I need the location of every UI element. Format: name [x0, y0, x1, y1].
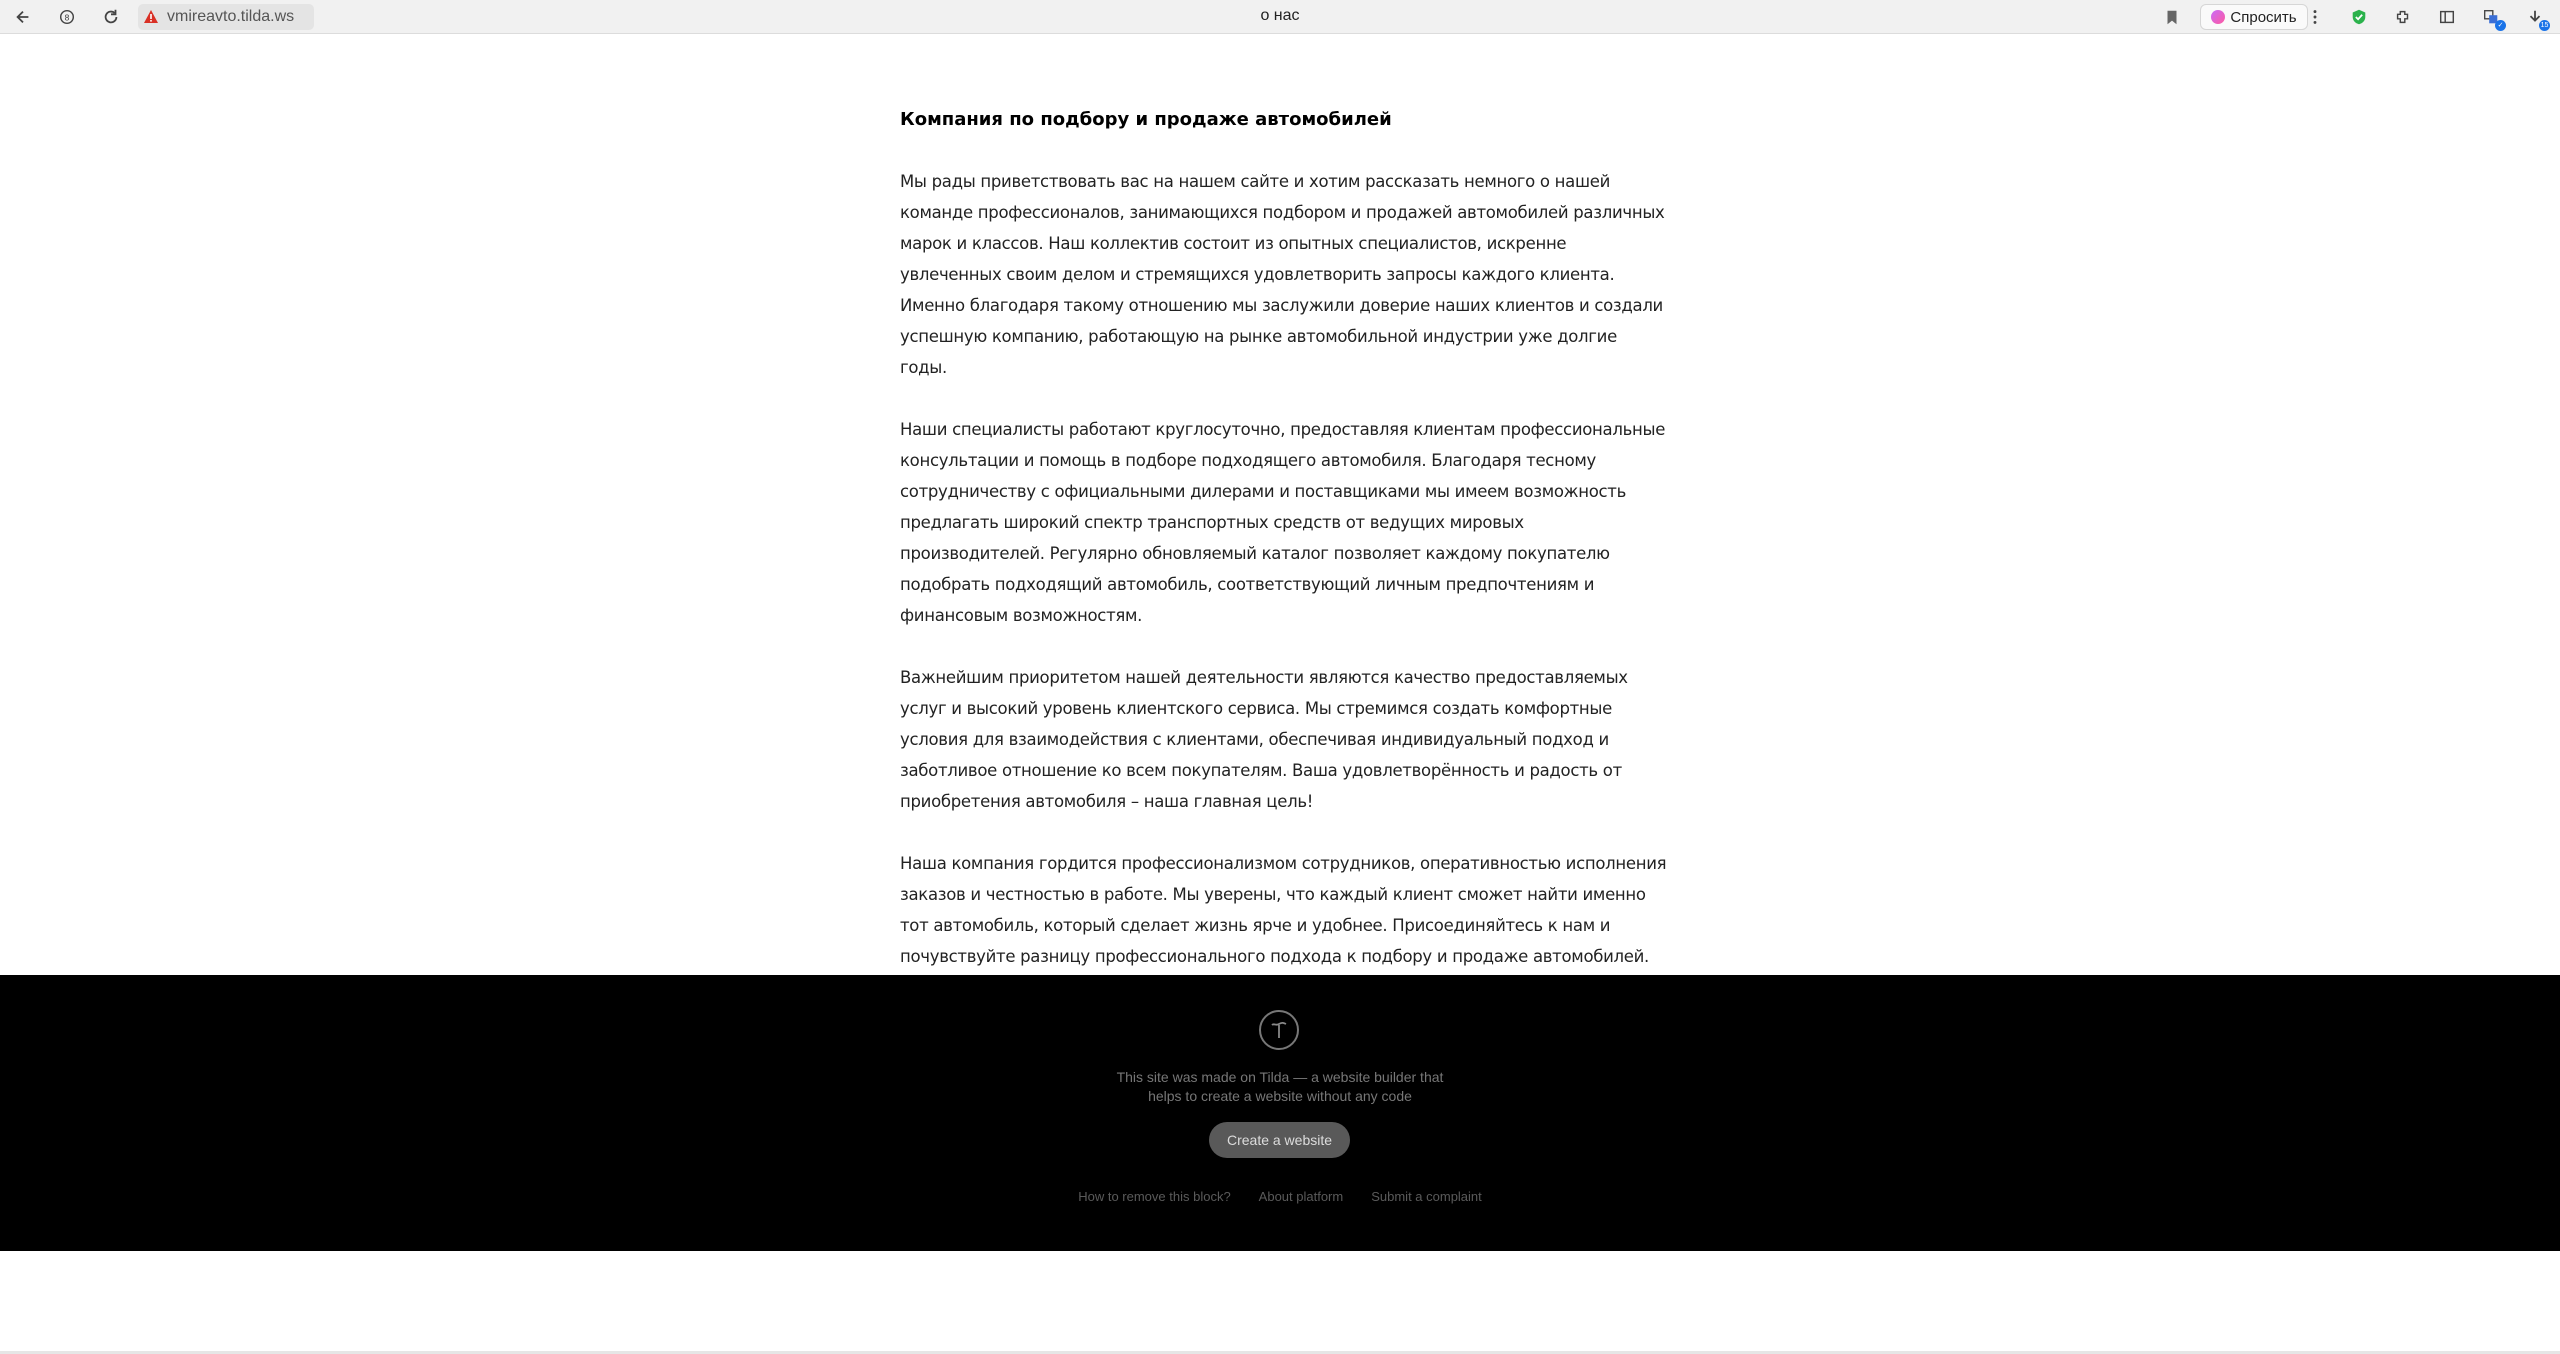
- article-paragraph: Наши специалисты работают круглосуточно, предоставляя клиентам профессиональные консультации и помощь в подборе подходящего автомобиля. Благодаря тесному сотрудничеству с официальными дилерами и поставщиками мы имеем возможность предлагать широкий спектр транспортных средств от ведущих мировых производителей. Регулярно обновляемый каталог позволяет каждому покупателю подобрать подходящий автомобиль, соответствующий личным предпочтениям и финансовым возможностям.: [900, 420, 1666, 625]
- submit-complaint-link[interactable]: Submit a complaint: [1371, 1189, 1482, 1204]
- article-paragraph: Наша компания гордится профессионализмом сотрудников, оперативностью исполнения заказов и честностью в работе. Мы уверены, что каждый клиент сможет найти именно тот автомобиль, который сделает жизнь ярче и удобнее. Присоединяйтесь к нам и почувствуйте разницу профессионального подхода к подбору и продаже автомобилей.: [900, 854, 1667, 966]
- about-platform-link[interactable]: About platform: [1258, 1189, 1344, 1204]
- translate-badge-icon: ✓: [2495, 20, 2506, 31]
- download-icon[interactable]: [2523, 5, 2547, 29]
- tilda-footer: [0, 975, 2560, 1251]
- bookmark-icon[interactable]: [2160, 5, 2184, 29]
- page-title: о нас: [1260, 7, 1300, 24]
- footer-links: [0, 1189, 2560, 1204]
- menu-dots-icon[interactable]: [2303, 5, 2327, 29]
- footer-text-line: This site was made on Tilda — a website builder that: [1116, 1069, 1444, 1085]
- browser-toolbar: [0, 0, 2560, 34]
- sidebar-icon[interactable]: [2435, 5, 2459, 29]
- about-article: [900, 104, 1668, 1003]
- url-text: vmireavto.tilda.ws: [167, 8, 295, 25]
- how-to-remove-link[interactable]: How to remove this block?: [1078, 1189, 1231, 1204]
- footer-text-line: helps to create a website without any code: [1148, 1088, 1412, 1104]
- article-title: Компания по подбору и продаже автомобилей: [900, 109, 1392, 130]
- svg-text:8: 8: [64, 12, 70, 23]
- footer-description: [1080, 1068, 1480, 1106]
- ask-icon: [2211, 10, 2225, 24]
- extensions-icon[interactable]: [2391, 5, 2415, 29]
- ask-button-label: Спросить: [2230, 8, 2297, 26]
- ask-button[interactable]: [2200, 4, 2308, 30]
- article-paragraph: Важнейшим приоритетом нашей деятельности являются качество предоставляемых услуг и высокий уровень клиентского сервиса. Мы стремимся создать комфортные условия для взаимодействия с клиентами, обеспечивая индивидуальный подход и заботливое отношение ко всем покупателям. Ваша удовлетворённость и радость от приобретения автомобиля – наша главная цель!: [900, 668, 1628, 811]
- downloads-count: 15: [2540, 22, 2549, 29]
- article-paragraph: Мы рады приветствовать вас на нашем сайте и хотим рассказать немного о нашей команде профессионалов, занимающихся подбором и продажей автомобилей различных марок и классов. Наш коллектив состоит из опытных специалистов, искренне увлеченных своим делом и стремящихся удовлетворить запросы каждого клиента. Именно благодаря такому отношению мы заслужили доверие наших клиентов и создали успешную компанию, работающую на рынке автомобильной индустрии уже долгие годы.: [900, 172, 1665, 377]
- create-website-button[interactable]: Create a website: [1209, 1122, 1350, 1158]
- shield-icon[interactable]: [2347, 5, 2371, 29]
- tilda-logo-icon[interactable]: [1259, 1010, 1299, 1050]
- translate-icon[interactable]: [2479, 5, 2503, 29]
